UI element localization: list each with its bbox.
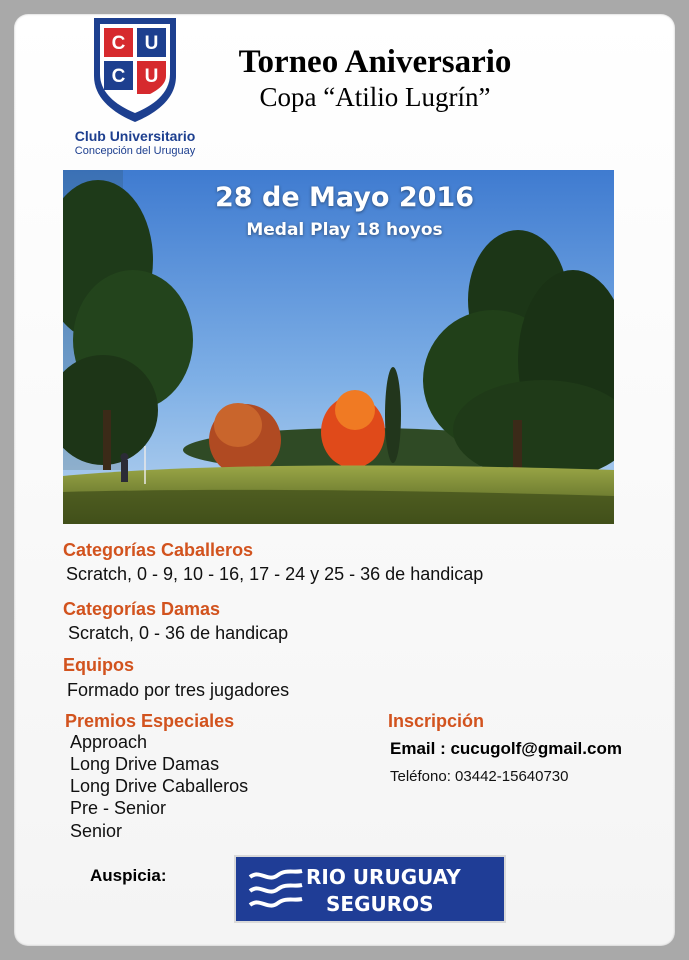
logo-letter: C: [111, 66, 126, 87]
prize-item: Approach: [70, 732, 148, 752]
club-logo: [60, 14, 210, 164]
logo-letter: C: [111, 33, 126, 54]
prize-item: Long Drive Caballeros: [70, 776, 249, 796]
sponsor-label: Auspicia:: [90, 866, 167, 885]
club-name: Club Universitario: [74, 128, 196, 144]
logo-letter: U: [144, 66, 159, 87]
page-title: Torneo Aniversario: [238, 44, 512, 80]
registration-heading: Inscripción: [388, 711, 485, 731]
sponsor-name-line2: SEGUROS: [326, 892, 434, 916]
prizes-heading: Premios Especiales: [65, 711, 235, 731]
teams-text: Formado por tres jugadores: [67, 680, 290, 700]
registration-email: Email : cucugolf@gmail.com: [390, 739, 622, 758]
prize-item: Long Drive Damas: [70, 754, 220, 774]
women-categories-heading: Categorías Damas: [63, 599, 221, 619]
women-categories-text: Scratch, 0 - 36 de handicap: [68, 623, 289, 643]
waves-icon: [246, 865, 306, 915]
prize-item: Senior: [70, 821, 123, 841]
sponsor-name-line1: RIO URUGUAY: [306, 865, 461, 889]
registration-phone: Teléfono: 03442-15640730: [390, 768, 569, 785]
club-shield-icon: [90, 14, 180, 124]
page-subtitle: Copa “Atilio Lugrín”: [259, 82, 491, 112]
event-format: Medal Play 18 hoyos: [246, 220, 443, 240]
club-subname: Concepción del Uruguay: [74, 145, 196, 157]
prize-item: Pre - Senior: [70, 798, 167, 818]
men-categories-text: Scratch, 0 - 9, 10 - 16, 17 - 24 y 25 - 36 de handicap: [66, 564, 484, 584]
sponsor-logo: [234, 855, 506, 923]
men-categories-heading: Categorías Caballeros: [63, 540, 254, 560]
event-date: 28 de Mayo 2016: [215, 182, 474, 213]
logo-letter: U: [144, 33, 159, 54]
teams-heading: Equipos: [63, 655, 134, 675]
